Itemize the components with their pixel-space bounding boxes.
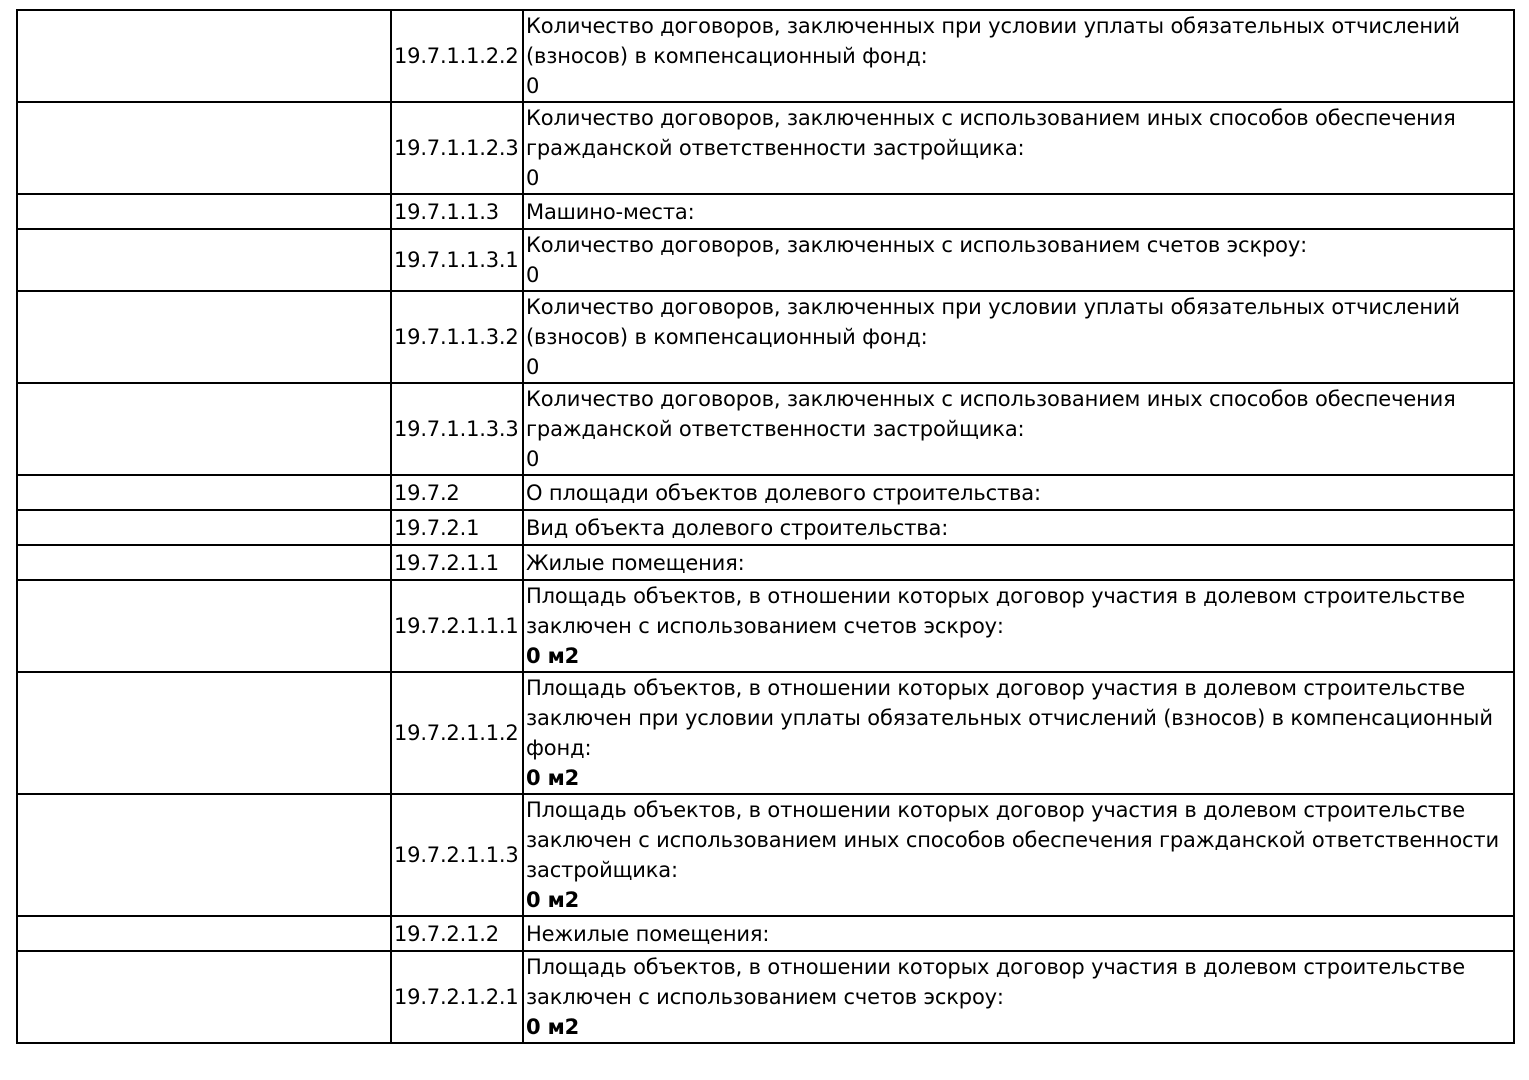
item-text: Машино-места: — [526, 199, 695, 224]
item-text: Количество договоров, заключенных с использованием счетов эскроу: — [526, 233, 1308, 257]
table-row — [17, 916, 1514, 951]
item-value: 0 м2 — [526, 888, 580, 912]
item-description-cell — [523, 194, 1514, 229]
item-code: 19.7.1.1.3.2 — [391, 291, 523, 383]
blank-cell — [17, 10, 391, 102]
blank-cell — [17, 794, 391, 916]
item-code: 19.7.2.1.1 — [391, 545, 523, 580]
item-value: 0 — [526, 263, 540, 287]
table-row — [17, 951, 1514, 1043]
item-code: 19.7.2.1.2 — [391, 916, 523, 951]
item-description-cell — [523, 916, 1514, 951]
blank-cell — [17, 672, 391, 794]
table-row — [17, 545, 1514, 580]
item-code: 19.7.1.1.3 — [391, 194, 523, 229]
item-text: Жилые помещения: — [526, 550, 745, 575]
item-code: 19.7.2.1.1.1 — [391, 580, 523, 672]
item-text: Количество договоров, заключенных при условии уплаты обязательных отчислений (взносов) в компенсационный фонд: — [526, 14, 1460, 68]
table-row — [17, 102, 1514, 194]
item-text: Площадь объектов, в отношении которых договор участия в долевом строительстве заключен с использованием счетов эскроу: — [526, 955, 1466, 1009]
item-description-cell — [523, 475, 1514, 510]
item-description-cell — [523, 383, 1514, 475]
item-code: 19.7.1.1.2.3 — [391, 102, 523, 194]
item-description-cell — [523, 580, 1514, 672]
table-row — [17, 10, 1514, 102]
item-description-cell — [523, 102, 1514, 194]
item-code: 19.7.2 — [391, 475, 523, 510]
table-row — [17, 510, 1514, 545]
item-text: Вид объекта долевого строительства: — [526, 515, 949, 540]
blank-cell — [17, 580, 391, 672]
item-text: Количество договоров, заключенных при условии уплаты обязательных отчислений (взносов) в компенсационный фонд: — [526, 295, 1460, 349]
blank-cell — [17, 916, 391, 951]
table-row — [17, 672, 1514, 794]
blank-cell — [17, 291, 391, 383]
item-value: 0 — [526, 74, 540, 98]
item-description-cell — [523, 291, 1514, 383]
item-code: 19.7.1.1.3.3 — [391, 383, 523, 475]
blank-cell — [17, 475, 391, 510]
table-row — [17, 580, 1514, 672]
blank-cell — [17, 194, 391, 229]
table-row — [17, 291, 1514, 383]
blank-cell — [17, 951, 391, 1043]
item-value: 0 — [526, 447, 540, 471]
item-text: Нежилые помещения: — [526, 921, 770, 946]
table-row — [17, 194, 1514, 229]
item-value: 0 — [526, 355, 540, 379]
item-text: Площадь объектов, в отношении которых договор участия в долевом строительстве заключен при условии уплаты обязательных отчислений (взносов) в компенсационный фонд: — [526, 676, 1493, 760]
item-code: 19.7.2.1 — [391, 510, 523, 545]
item-code: 19.7.2.1.1.3 — [391, 794, 523, 916]
item-description-cell — [523, 229, 1514, 291]
item-value: 0 м2 — [526, 766, 580, 790]
item-text: Количество договоров, заключенных с использованием иных способов обеспечения гражданской ответственности застройщика: — [526, 106, 1456, 160]
table-row — [17, 383, 1514, 475]
item-description-cell — [523, 951, 1514, 1043]
blank-cell — [17, 229, 391, 291]
item-description-cell — [523, 794, 1514, 916]
blank-cell — [17, 510, 391, 545]
item-text: О площади объектов долевого строительства: — [526, 480, 1041, 505]
blank-cell — [17, 102, 391, 194]
item-description-cell — [523, 510, 1514, 545]
item-text: Площадь объектов, в отношении которых договор участия в долевом строительстве заключен с использованием счетов эскроу: — [526, 584, 1466, 638]
item-code: 19.7.1.1.3.1 — [391, 229, 523, 291]
item-value: 0 м2 — [526, 644, 580, 668]
item-text: Количество договоров, заключенных с использованием иных способов обеспечения гражданской ответственности застройщика: — [526, 387, 1456, 441]
item-value: 0 м2 — [526, 1015, 580, 1039]
item-description-cell — [523, 10, 1514, 102]
item-description-cell — [523, 672, 1514, 794]
disclosure-table — [16, 9, 1515, 1044]
table-row — [17, 229, 1514, 291]
item-value: 0 — [526, 166, 540, 190]
blank-cell — [17, 545, 391, 580]
item-text: Площадь объектов, в отношении которых договор участия в долевом строительстве заключен с использованием иных способов обеспечения гражданской ответственности застройщика: — [526, 798, 1500, 882]
item-code: 19.7.2.1.1.2 — [391, 672, 523, 794]
item-description-cell — [523, 545, 1514, 580]
blank-cell — [17, 383, 391, 475]
table-row — [17, 794, 1514, 916]
table-row — [17, 475, 1514, 510]
item-code: 19.7.2.1.2.1 — [391, 951, 523, 1043]
item-code: 19.7.1.1.2.2 — [391, 10, 523, 102]
